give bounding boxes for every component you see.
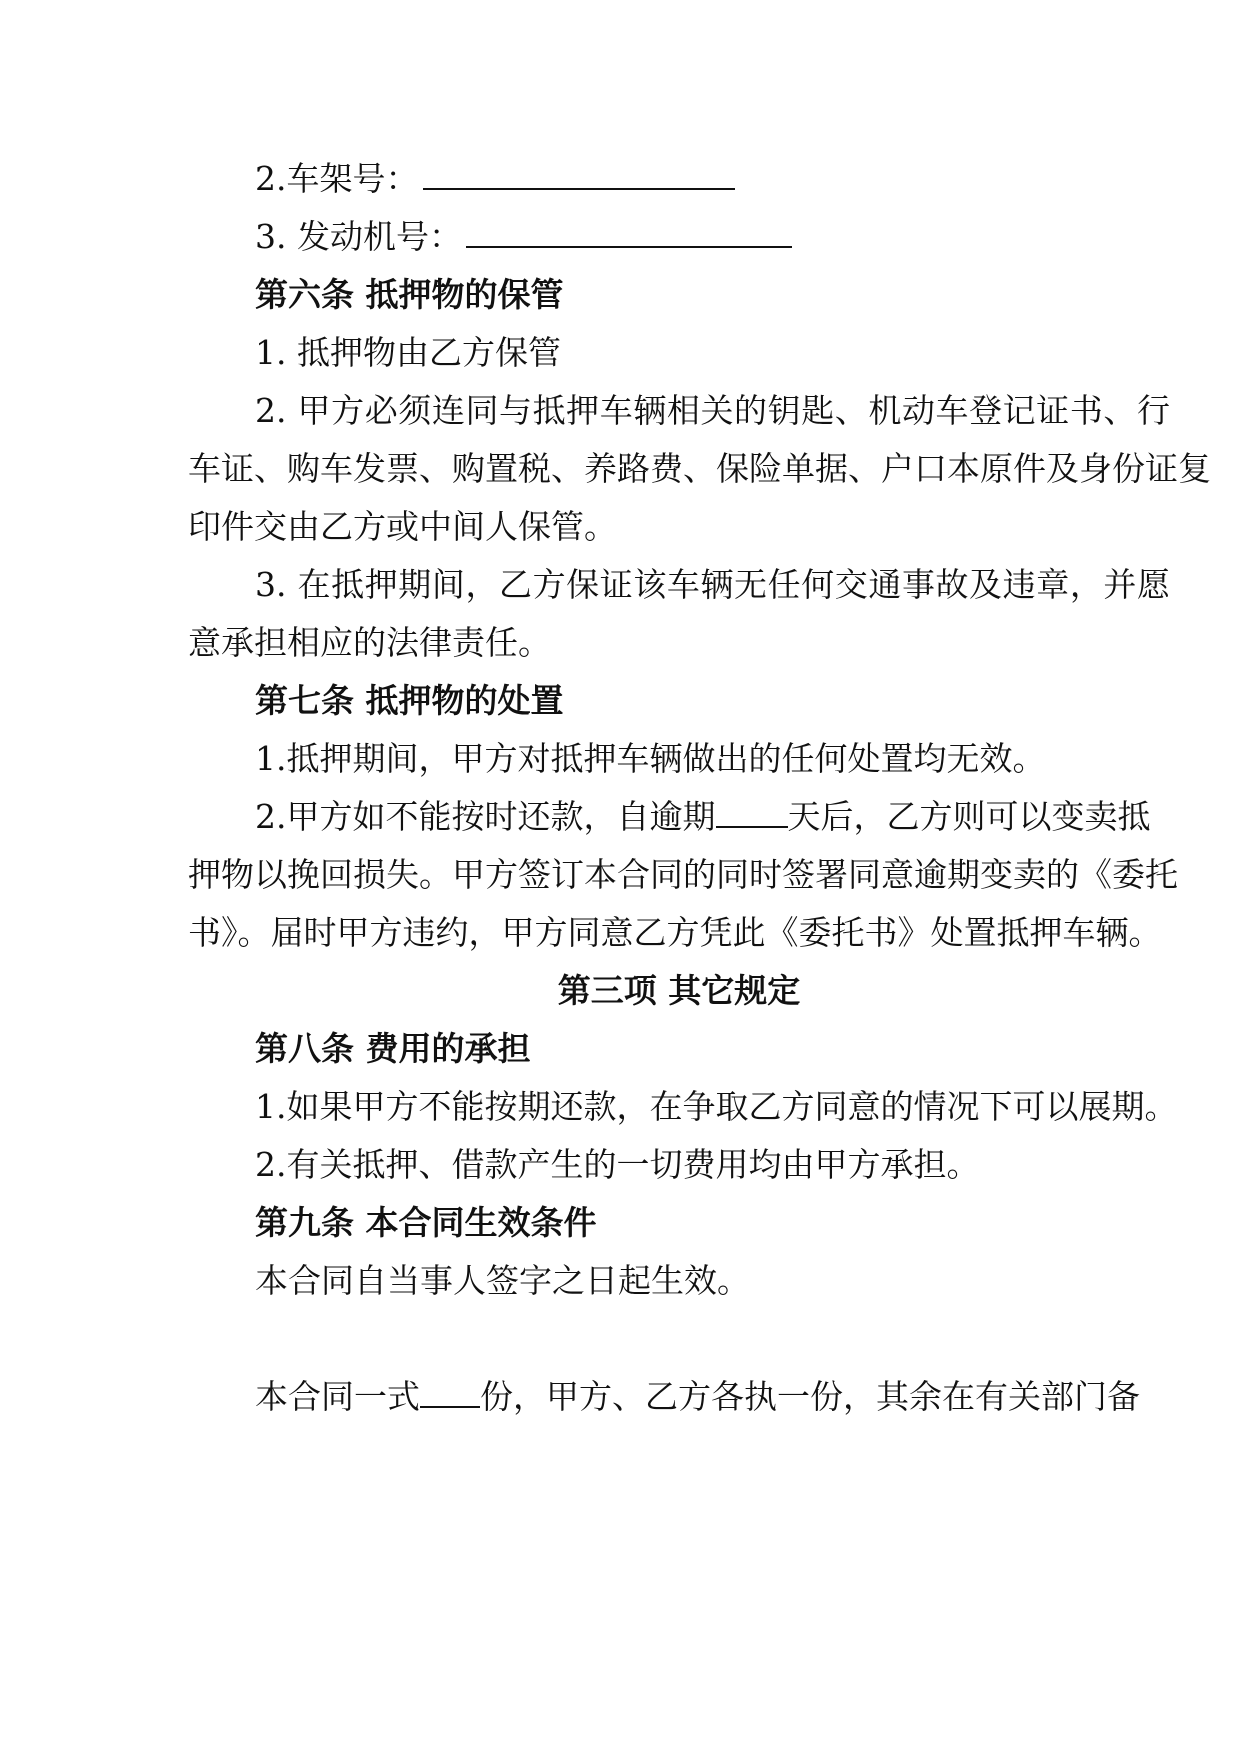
article-7-item-2-line-1 <box>255 795 1170 839</box>
copies-count-blank[interactable] <box>420 1376 480 1408</box>
section-3-heading: 第三项 其它规定 <box>557 971 801 1010</box>
engine-number-line <box>255 215 1170 259</box>
article-7-item-2-line-3: 书》。届时甲方违约，甲方同意乙方凭此《委托书》处置抵押车辆。 <box>188 913 1162 952</box>
article-6-item-2-line-3: 印件交由乙方或中间人保管。 <box>188 507 617 546</box>
overdue-text-after: 天后，乙方则可以变卖抵 <box>787 797 1151 836</box>
article-9-heading: 第九条 本合同生效条件 <box>255 1203 597 1242</box>
article-6-item-3-line-1: 3. 在抵押期间，乙方保证该车辆无任何交通事故及违章，并愿 <box>255 565 1170 604</box>
engine-number-label: 3. 发动机号： <box>255 217 462 256</box>
article-6-heading: 第六条 抵押物的保管 <box>255 275 564 314</box>
frame-number-line <box>255 157 1170 201</box>
engine-number-blank[interactable] <box>466 216 792 248</box>
article-7-item-2-line-2: 押物以挽回损失。甲方签订本合同的同时签署同意逾期变卖的《委托 <box>188 855 1178 894</box>
copies-text-before: 本合同一式 <box>255 1377 420 1416</box>
article-8-item-2: 2.有关抵押、借款产生的一切费用均由甲方承担。 <box>255 1145 980 1184</box>
article-6-item-2-line-1: 2. 甲方必须连同与抵押车辆相关的钥匙、机动车登记证书、行 <box>255 391 1170 430</box>
overdue-text-before: 2.甲方如不能按时还款，自逾期 <box>255 797 716 836</box>
article-8-heading: 第八条 费用的承担 <box>255 1029 531 1068</box>
copies-text-after: 份，甲方、乙方各执一份，其余在有关部门备 <box>480 1377 1140 1416</box>
article-7-item-1: 1.抵押期间，甲方对抵押车辆做出的任何处置均无效。 <box>255 739 1046 778</box>
article-6-item-2-line-2: 车证、购车发票、购置税、养路费、保险单据、户口本原件及身份证复 <box>188 449 1211 488</box>
frame-number-blank[interactable] <box>423 158 735 190</box>
article-6-item-1: 1. 抵押物由乙方保管 <box>255 333 561 372</box>
article-7-heading: 第七条 抵押物的处置 <box>255 681 564 720</box>
copies-line <box>255 1375 1170 1419</box>
frame-number-label: 2.车架号： <box>255 159 419 198</box>
article-8-item-1: 1.如果甲方不能按期还款，在争取乙方同意的情况下可以展期。 <box>255 1087 1178 1126</box>
article-9-text: 本合同自当事人签字之日起生效。 <box>255 1261 750 1300</box>
article-6-item-3-line-2: 意承担相应的法律责任。 <box>188 623 551 662</box>
overdue-days-blank[interactable] <box>716 796 788 828</box>
